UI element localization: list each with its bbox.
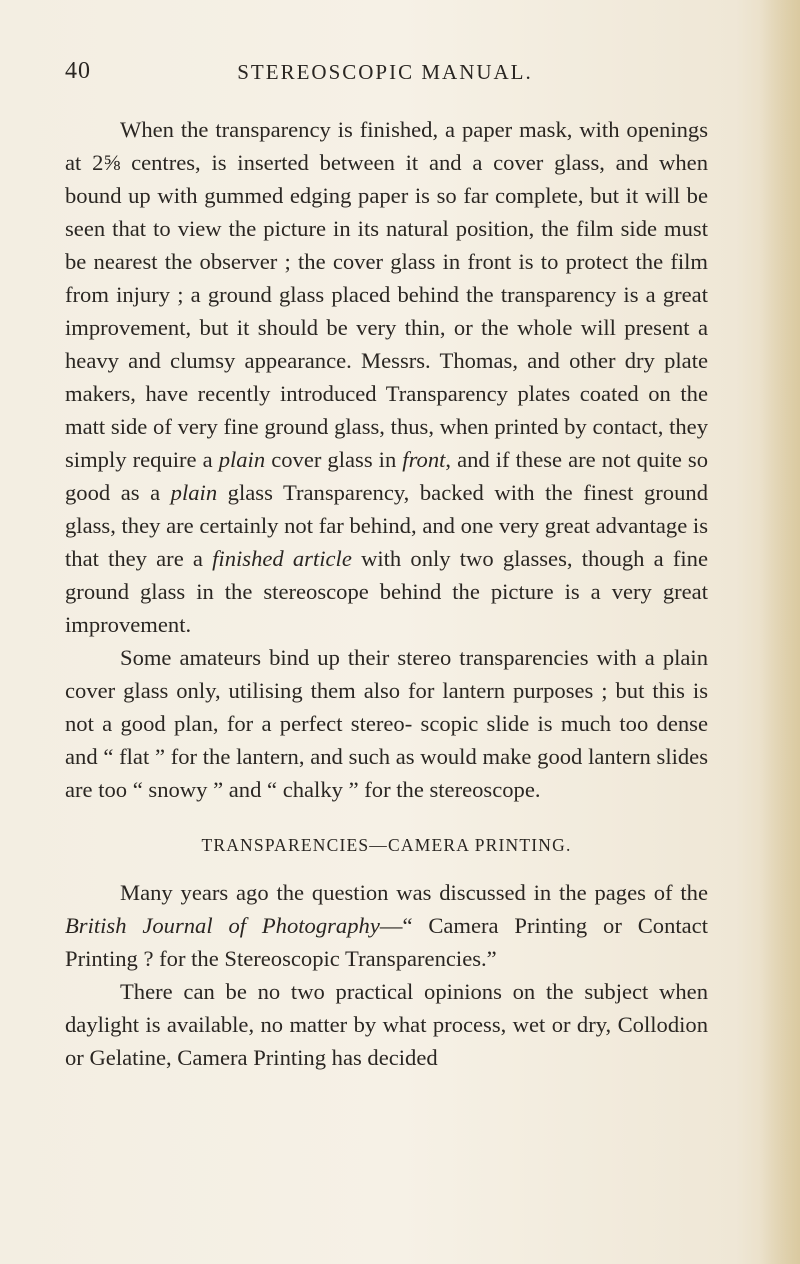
paragraph-4: There can be no two practical opinions on the subject when daylight is available, no matter by what process, wet or dry, Collodion or Gelatine, Camera Printing has decided <box>65 979 708 1070</box>
paragraph-1-text-5: with only two glasses, though a fine ground glass in the stereoscope behind the picture is a very great improvement. <box>65 546 709 637</box>
page-edge-shadow <box>760 0 800 1264</box>
paragraph-2: Some amateurs bind up their stereo transparencies with a plain cover glass only, utilising them also for lantern purposes ; but this is not a good plan, for a perfect stereo- scopic slide is much too dense and “ flat ” for the lantern, and such as would make good lantern slides are too “ snowy ” and “ chalky ” for the stereoscope. <box>65 645 708 802</box>
paragraph-1-text-1: When the transparency is finished, a paper mask, with openings at 2⅝ centres, is inserted between it and a cover glass, and when bound up with gummed edging paper is so far complete, but it will be seen that to view the picture in its natural position, the film side must be nearest the observer ; the cover glass in front is to protect the film from injury ; a ground glass placed behind the transparency is a great improvement, but it should be very thin, or the whole will present a heavy and clumsy appearance. Messrs. Thomas, and other dry plate makers, have recently introduced Transparency plates coated on the matt side of very fine ground glass, thus, when printed by contact, they simply require a <box>65 117 708 472</box>
paragraph-1-italic-2: front <box>402 447 446 472</box>
paragraph-1-text-2: cover glass in <box>265 447 403 472</box>
paragraph-3-text-1: Many years ago the question was discussed in the pages of the <box>120 880 708 905</box>
journal-title: British Journal of Photography <box>65 913 380 938</box>
paragraph-1-text-4: glass Transparency, backed with the finest ground glass, they are certainly not far behind, and one very great advantage is that they are a <box>65 480 708 571</box>
page-header <box>65 58 705 92</box>
page-number: 40 <box>65 58 91 84</box>
paragraph-1 <box>65 113 708 641</box>
paragraph-1-italic-3: plain <box>170 480 218 505</box>
paragraph-3-text-2: —“ Camera Printing or Contact Printing ? for the Stereoscopic Transparencies.” <box>65 913 708 971</box>
paragraph-1-italic-4: finished article <box>212 546 352 571</box>
running-title: STEREOSCOPIC MANUAL. <box>237 60 533 84</box>
body-text <box>65 113 708 1074</box>
paragraph-1-text-3: , and if these are not quite so good as a <box>65 447 708 505</box>
section-heading: TRANSPARENCIES—CAMERA PRINTING. <box>201 835 572 855</box>
paragraph-3 <box>65 876 708 975</box>
paragraph-1-italic-1: plain <box>218 447 266 472</box>
